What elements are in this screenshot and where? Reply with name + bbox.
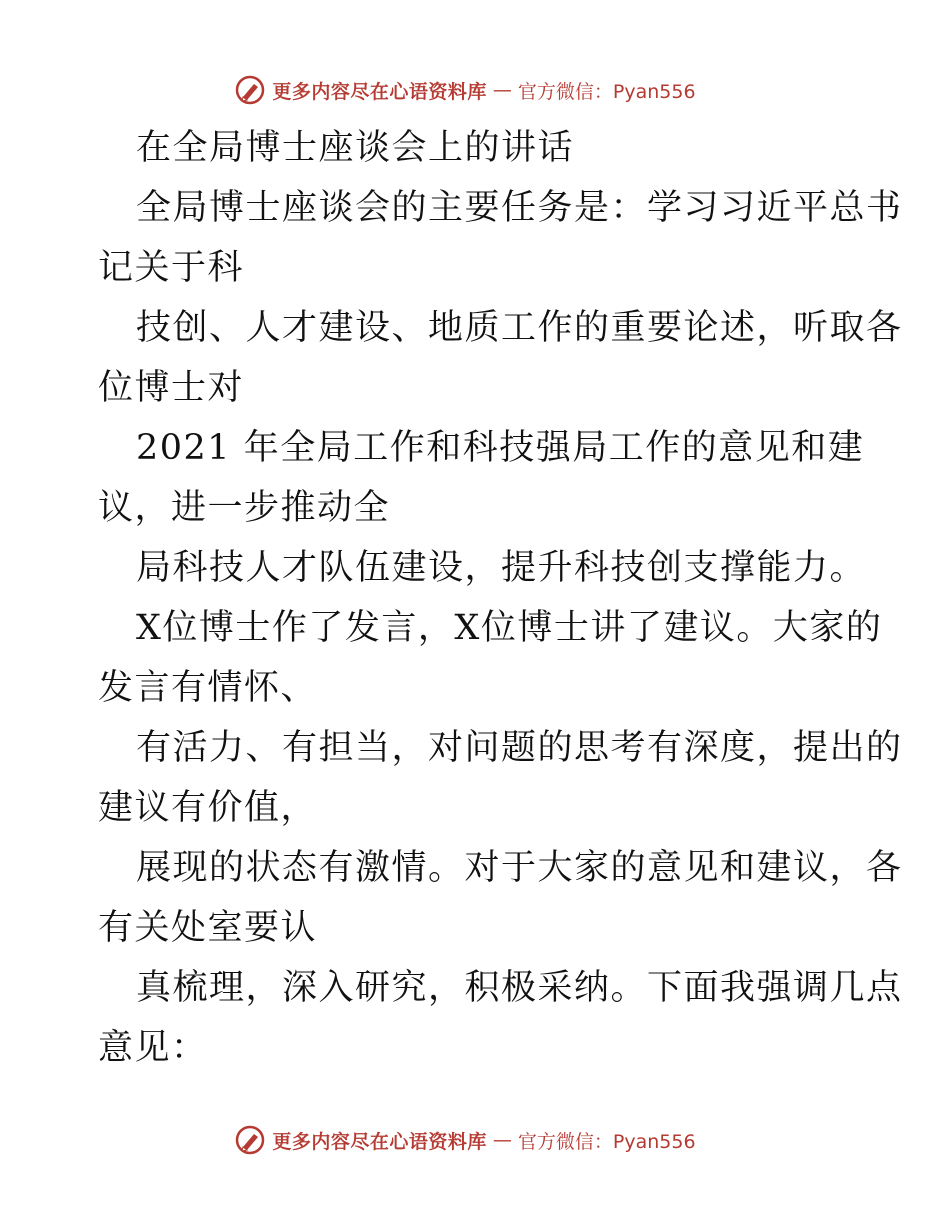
watermark-header	[0, 70, 950, 110]
text-line: 真梳理，深入研究，积极采纳。下面我强调几点	[136, 968, 903, 1008]
pen-logo-icon	[234, 74, 266, 106]
watermark-text: 更多内容尽在心语资料库	[272, 80, 487, 103]
text-line: 议，进一步推动全	[98, 488, 391, 528]
text-line: X位博士作了发言，X位博士讲了建议。大家的	[136, 608, 883, 648]
text-line: 位博士对	[98, 368, 245, 408]
text-line: 建议有价值，	[98, 788, 318, 828]
watermark-subtext: 官方微信：Pyan556	[517, 1130, 696, 1153]
document-body	[98, 118, 903, 1078]
document-title: 在全局博士座谈会上的讲话	[136, 128, 575, 168]
text-line: 全局博士座谈会的主要任务是：学习习近平总书	[136, 188, 903, 228]
text-line: 记关于科	[98, 248, 245, 288]
watermark-dash: —	[492, 1129, 512, 1151]
watermark-dash: —	[492, 79, 512, 101]
watermark-text: 更多内容尽在心语资料库	[272, 1130, 487, 1153]
pen-logo-icon	[234, 1124, 266, 1156]
watermark-subtext: 官方微信：Pyan556	[517, 80, 696, 103]
text-line: 局科技人才队伍建设，提升科技创支撑能力。	[136, 548, 867, 588]
text-line: 有活力、有担当，对问题的思考有深度，提出的	[136, 728, 903, 768]
text-line: 发言有情怀、	[98, 668, 318, 708]
text-line: 有关处室要认	[98, 908, 318, 948]
watermark-footer	[0, 1120, 950, 1160]
text-line: 2021 年全局工作和科技强局工作的意见和建	[136, 428, 865, 468]
text-line: 意见：	[98, 1028, 208, 1068]
text-line: 技创、人才建设、地质工作的重要论述，听取各	[136, 308, 903, 348]
text-line: 展现的状态有激情。对于大家的意见和建议，各	[136, 848, 903, 888]
